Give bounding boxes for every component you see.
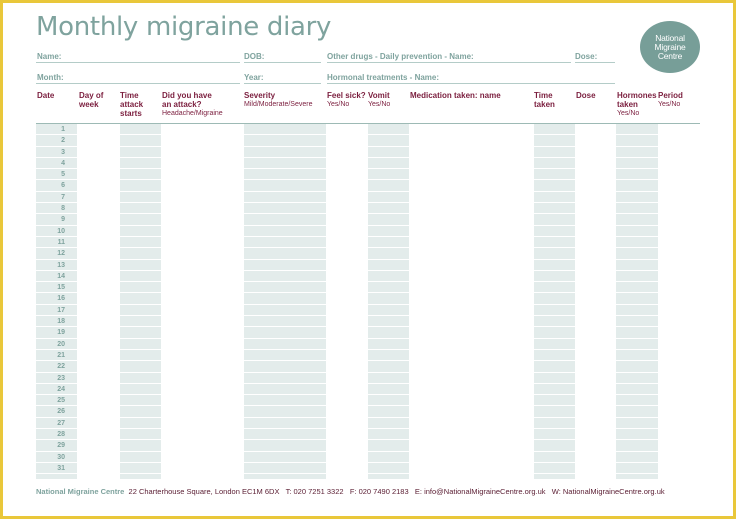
page-title: Monthly migraine diary: [36, 12, 332, 42]
row-date-number: 22: [57, 363, 65, 371]
diary-row[interactable]: [36, 327, 700, 338]
row-date-number: 5: [61, 171, 65, 179]
diary-row[interactable]: [36, 429, 700, 440]
col-attack: [162, 91, 223, 118]
diary-row[interactable]: [36, 463, 700, 474]
col-attack-line2: an attack?: [162, 100, 202, 109]
col-time-line1: Time: [120, 91, 139, 100]
col-time-taken: [534, 91, 555, 109]
diary-row[interactable]: [36, 192, 700, 203]
diary-row[interactable]: [36, 361, 700, 372]
dose-label: Dose:: [575, 52, 598, 61]
diary-row[interactable]: [36, 226, 700, 237]
diary-row[interactable]: [36, 452, 700, 463]
footer-tel: T: 020 7251 3322: [285, 487, 344, 496]
col-severity-label: Severity: [244, 91, 276, 100]
row-date-number: 4: [61, 159, 65, 167]
month-label: Month:: [37, 73, 64, 82]
col-day-of-week: [79, 91, 103, 109]
row-date-number: 7: [61, 193, 65, 201]
row-date-number: 16: [57, 295, 65, 303]
diary-row[interactable]: [36, 440, 700, 451]
diary-row[interactable]: [36, 214, 700, 225]
row-date-number: 11: [57, 238, 65, 246]
col-timetaken-line1: Time: [534, 91, 553, 100]
row-date-number: 18: [57, 318, 65, 326]
other-drugs-label: Other drugs - Daily prevention - Name:: [327, 52, 474, 61]
diary-row[interactable]: [36, 373, 700, 384]
col-dose-label: Dose: [576, 91, 596, 100]
col-medication: [410, 91, 501, 100]
footer: [36, 487, 665, 496]
hormonal-treatments-label: Hormonal treatments - Name:: [327, 73, 440, 82]
dose-field[interactable]: [575, 62, 615, 63]
footer-email: E: info@NationalMigraineCentre.org.uk: [414, 487, 546, 496]
national-migraine-centre-logo: [640, 21, 700, 73]
diary-row[interactable]: [36, 237, 700, 248]
diary-row[interactable]: [36, 203, 700, 214]
name-field[interactable]: [36, 62, 240, 63]
diary-row[interactable]: [36, 158, 700, 169]
row-date-number: 10: [57, 227, 65, 235]
diary-row[interactable]: [36, 418, 700, 429]
row-date-number: 27: [57, 419, 65, 427]
col-sick-label: Feel sick?: [327, 91, 366, 100]
col-day-line1: Day of: [79, 91, 104, 100]
row-date-number: 29: [57, 442, 65, 450]
year-label: Year:: [244, 73, 264, 82]
row-date-number: 3: [61, 148, 65, 156]
logo-line-2: Migraine: [654, 41, 686, 52]
row-date-number: 28: [57, 431, 65, 439]
row-date-number: 26: [57, 408, 65, 416]
diary-rows: [36, 124, 700, 474]
diary-row[interactable]: [36, 124, 700, 135]
diary-row[interactable]: [36, 293, 700, 304]
diary-row[interactable]: [36, 406, 700, 417]
col-time-line2: attack: [120, 100, 144, 109]
row-date-number: 24: [57, 385, 65, 393]
col-feel-sick: [327, 91, 366, 109]
col-time-attack: [120, 91, 143, 118]
col-period: [658, 91, 683, 109]
row-date-number: 23: [57, 374, 65, 382]
diary-row[interactable]: [36, 248, 700, 259]
row-date-number: 14: [57, 272, 65, 280]
col-hormones: [617, 91, 657, 118]
row-date-number: 8: [61, 205, 65, 213]
diary-row[interactable]: [36, 316, 700, 327]
diary-sheet: [3, 3, 733, 516]
diary-row[interactable]: [36, 305, 700, 316]
col-dose: [576, 91, 596, 100]
diary-row[interactable]: [36, 147, 700, 158]
col-period-sub: Yes/No: [658, 101, 681, 108]
col-hormones-line1: Hormones: [617, 91, 657, 100]
dob-field[interactable]: [244, 62, 321, 63]
diary-row[interactable]: [36, 180, 700, 191]
diary-row[interactable]: [36, 271, 700, 282]
row-date-number: 31: [57, 464, 65, 472]
row-date-number: 1: [61, 126, 65, 133]
diary-row[interactable]: [36, 169, 700, 180]
row-date-number: 12: [57, 250, 65, 258]
col-severity: [244, 91, 312, 109]
col-vomit-label: Vomit: [368, 91, 390, 100]
logo-line-3: Centre: [657, 50, 683, 61]
col-period-label: Period: [658, 91, 683, 100]
row-date-number: 30: [57, 453, 65, 461]
diary-row[interactable]: [36, 282, 700, 293]
dob-label: DOB:: [244, 52, 265, 61]
row-date-number: 6: [61, 182, 65, 190]
col-severity-sub: Mild/Moderate/Severe: [244, 101, 313, 108]
row-date-number: 15: [57, 284, 65, 292]
row-date-number: 9: [61, 216, 65, 224]
row-date-number: 13: [57, 261, 65, 269]
col-sick-sub: Yes/No: [327, 101, 350, 108]
row-date-number: 25: [57, 397, 65, 405]
col-attack-line1: Did you have: [162, 91, 212, 100]
diary-row[interactable]: [36, 384, 700, 395]
col-attack-sub: Headache/Migraine: [162, 110, 223, 117]
col-timetaken-line2: taken: [534, 100, 555, 109]
other-drugs-field[interactable]: [327, 62, 571, 63]
col-hormones-line2: taken: [617, 100, 638, 109]
month-field[interactable]: [36, 83, 240, 84]
diary-row[interactable]: [36, 339, 700, 350]
row-date-number: 17: [57, 306, 65, 314]
diary-row[interactable]: [36, 260, 700, 271]
year-field[interactable]: [244, 83, 321, 84]
row-date-number: 21: [57, 351, 65, 359]
name-label: Name:: [37, 52, 62, 61]
footer-web: W: NationalMigraineCentre.org.uk: [551, 487, 665, 496]
footer-org: National Migraine Centre: [36, 487, 125, 496]
col-time-line3: starts: [120, 109, 142, 118]
row-date-number: 2: [61, 137, 65, 145]
col-hormones-sub: Yes/No: [617, 110, 640, 117]
logo-line-1: National: [655, 32, 685, 43]
col-date: [37, 91, 54, 100]
hormonal-treatments-field[interactable]: [327, 83, 615, 84]
col-vomit-sub: Yes/No: [368, 101, 391, 108]
col-vomit: [368, 91, 390, 109]
footer-address: 22 Charterhouse Square, London EC1M 6DX: [128, 487, 280, 496]
col-medication-label: Medication taken: name: [410, 91, 501, 100]
diary-row[interactable]: [36, 350, 700, 361]
col-day-line2: week: [79, 100, 99, 109]
diary-row[interactable]: [36, 135, 700, 146]
diary-row[interactable]: [36, 395, 700, 406]
footer-fax: F: 020 7490 2183: [349, 487, 409, 496]
row-date-number: 19: [57, 329, 65, 337]
row-date-number: 20: [57, 340, 65, 348]
col-date-label: Date: [37, 91, 55, 100]
